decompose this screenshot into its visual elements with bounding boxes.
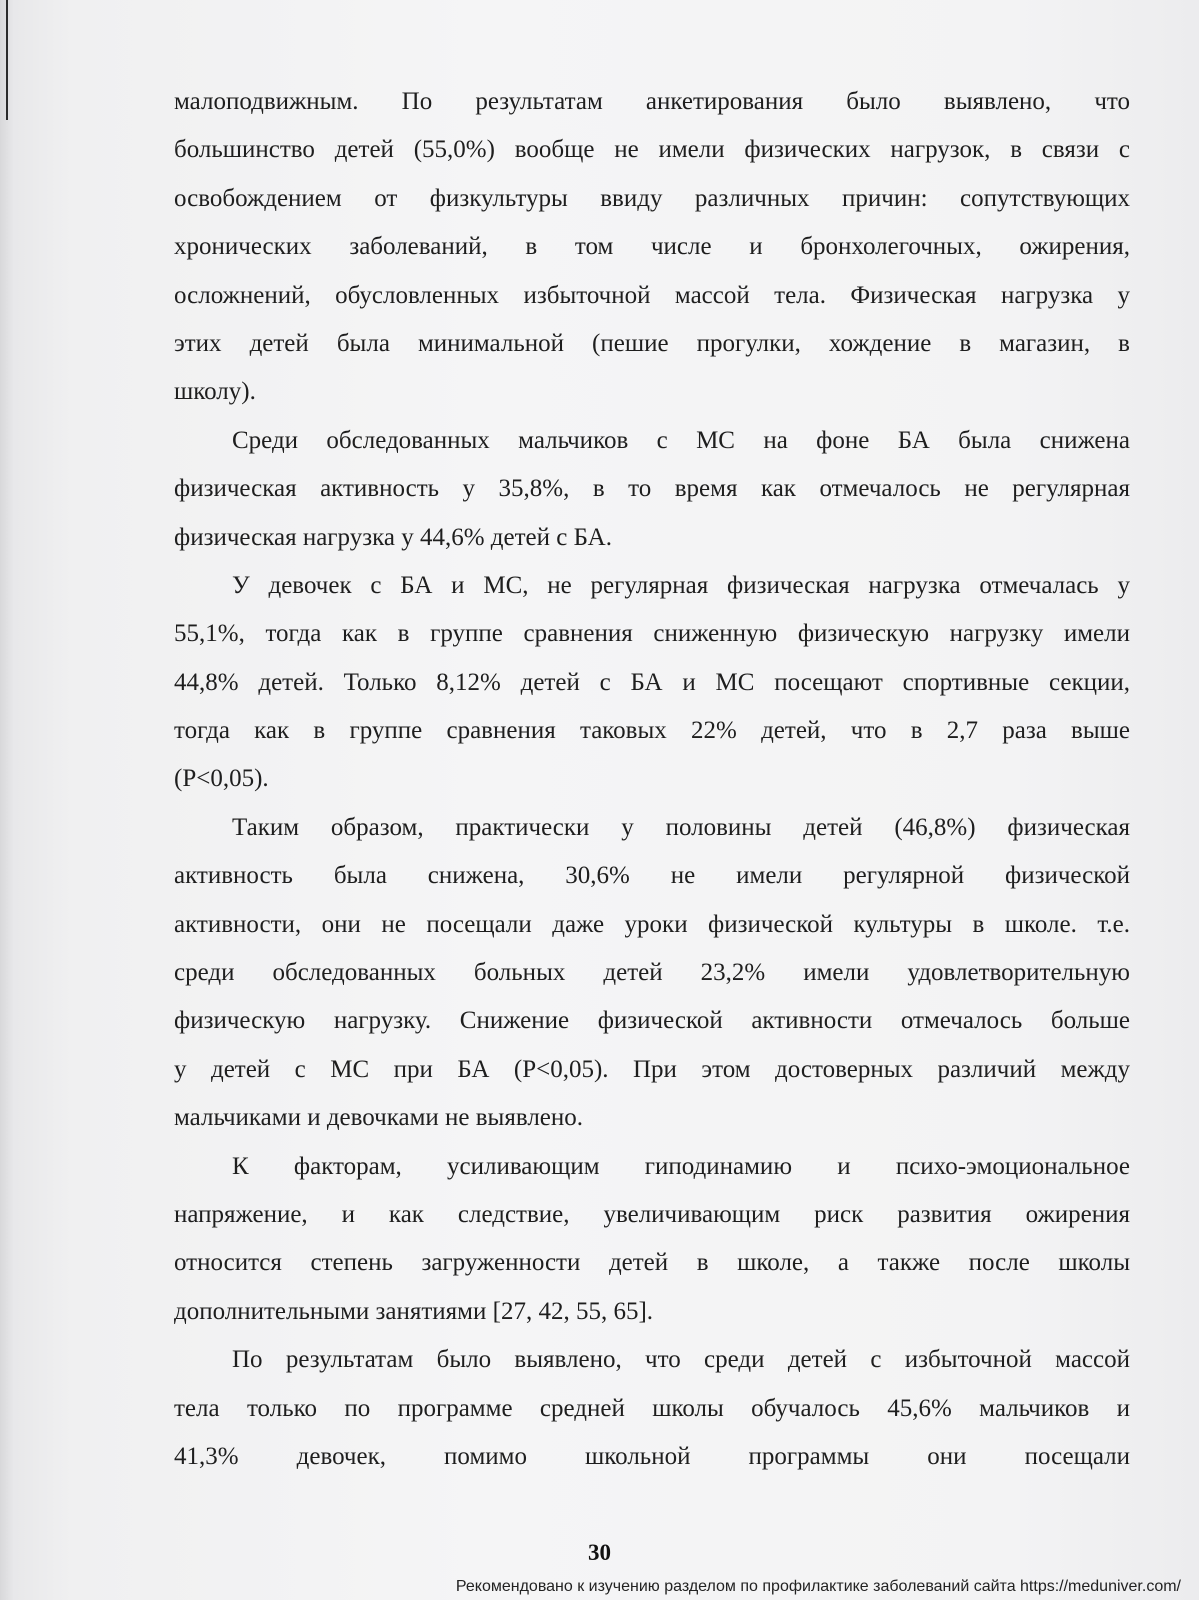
binding-rule — [6, 0, 8, 120]
text-line: среди обследованных больных детей 23,2% имели удовлетворительную — [174, 959, 1130, 987]
text-line: физическую нагрузку. Снижение физической активности отмечалось больше — [174, 1007, 1130, 1035]
text-line: освобождением от физкультуры ввиду различных причин: сопутствующих — [174, 184, 1130, 212]
text-line: у детей с МС при БА (P<0,05). При этом достоверных различий между — [174, 1055, 1130, 1083]
text-line: относится степень загруженности детей в школе, а также после школы — [174, 1249, 1130, 1277]
text-line: К факторам, усиливающим гиподинамию и психо-эмоциональное — [232, 1152, 1130, 1180]
text-line: тогда как в группе сравнения таковых 22% детей, что в 2,7 раза выше — [174, 717, 1130, 745]
text-line: дополнительными занятиями [27, 42, 55, 65]. — [174, 1297, 654, 1325]
text-line: хронических заболеваний, в том числе и бронхолегочных, ожирения, — [174, 233, 1130, 261]
text-line: малоподвижным. По результатам анкетирования было выявлено, что — [174, 88, 1130, 115]
text-line: мальчиками и девочками не выявлено. — [174, 1104, 584, 1132]
text-line: напряжение, и как следствие, увеличивающим риск развития ожирения — [174, 1200, 1130, 1228]
footer-recommendation: Рекомендовано к изучению разделом по профилактике заболеваний сайта https://meduniver.com/ — [455, 1578, 1181, 1595]
text-line: По результатам было выявлено, что среди детей с избыточной массой — [232, 1346, 1130, 1374]
text-line: большинство детей (55,0%) вообще не имели физических нагрузок, в связи с — [174, 136, 1130, 164]
text-line: 41,3% девочек, помимо школьной программы они посещали — [174, 1442, 1130, 1470]
page-left-edge — [0, 0, 14, 1600]
text-line: 44,8% детей. Только 8,12% детей с БА и МС посещают спортивные секции, — [174, 668, 1130, 696]
page-number: 30 — [588, 1540, 611, 1565]
text-line: У девочек с БА и МС, не регулярная физическая нагрузка отмечалась у — [232, 571, 1130, 599]
text-line: 55,1%, тогда как в группе сравнения сниженную физическую нагрузку имели — [174, 620, 1130, 648]
text-line: школу). — [174, 378, 256, 406]
text-line: активности, они не посещали даже уроки физической культуры в школе. т.е. — [174, 910, 1130, 938]
text-line: Среди обследованных мальчиков с МС на фоне БА была снижена — [232, 426, 1130, 454]
text-line: Таким образом, практически у половины детей (46,8%) физическая — [232, 813, 1130, 841]
text-line: этих детей была минимальной (пешие прогулки, хождение в магазин, в — [174, 329, 1130, 357]
text-line: тела только по программе средней школы обучалось 45,6% мальчиков и — [174, 1394, 1130, 1422]
text-line: физическая нагрузка у 44,6% детей с БА. — [174, 523, 612, 551]
text-line: осложнений, обусловленных избыточной массой тела. Физическая нагрузка у — [174, 281, 1130, 309]
text-line: активность была снижена, 30,6% не имели регулярной физической — [174, 862, 1130, 890]
body-text — [174, 78, 1130, 1481]
text-line: физическая активность у 35,8%, в то время как отмечалось не регулярная — [174, 475, 1130, 503]
text-line: (P<0,05). — [174, 765, 269, 793]
